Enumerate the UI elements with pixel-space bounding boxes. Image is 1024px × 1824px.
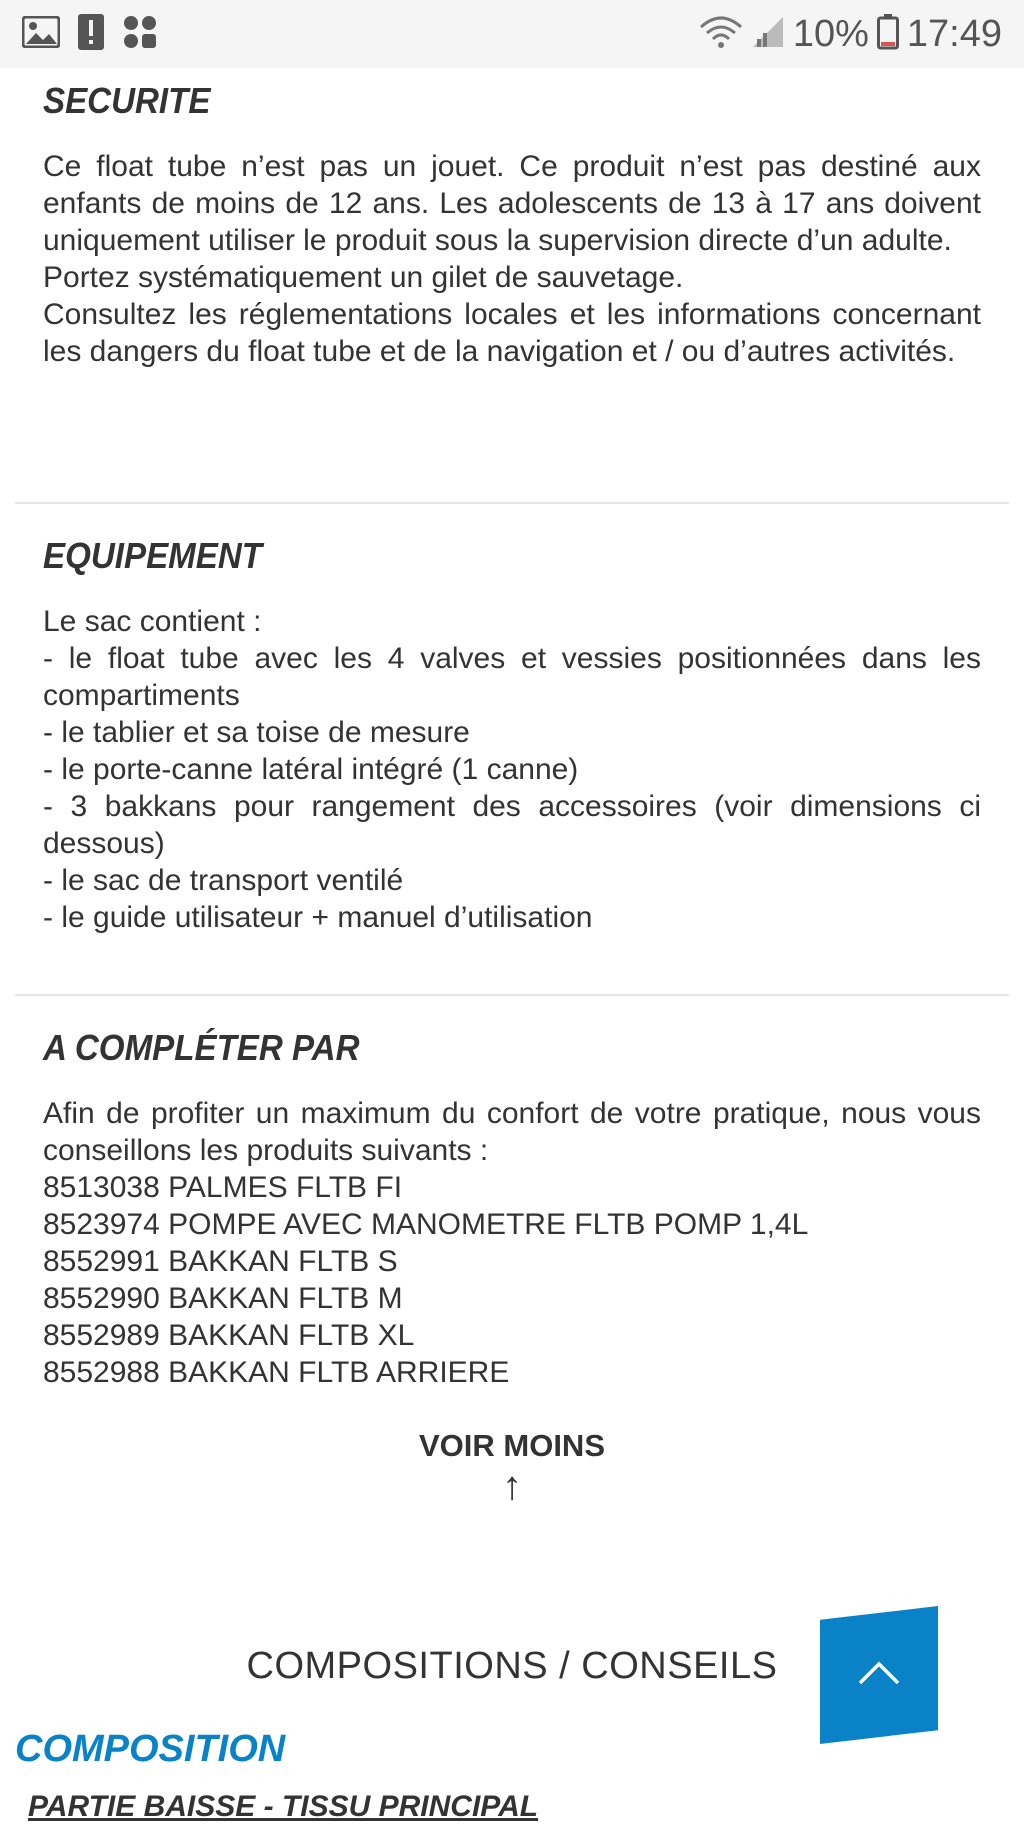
battery-icon [877, 14, 899, 55]
completer-text [43, 1095, 981, 1391]
equipement-line: - le float tube avec les 4 valves et vessies positionnées dans les compartiments [43, 642, 981, 712]
section-title-completer: A COMPLÉTER PAR [43, 1027, 360, 1068]
image-icon [22, 16, 60, 53]
equipement-line: - 3 bakkans pour rangement des accessoires (voir dimensions ci dessous) [43, 790, 981, 860]
completer-line: Afin de profiter un maximum du confort de votre pratique, nous vous conseillons les produits suivants : [43, 1097, 981, 1167]
equipement-line: - le guide utilisateur + manuel d’utilisation [43, 901, 593, 934]
product-line: 8552988 BAKKAN FLTB ARRIERE [43, 1356, 510, 1389]
securite-line: Portez systématiquement un gilet de sauvetage. [43, 261, 684, 294]
scroll-to-top-button[interactable] [820, 1606, 938, 1744]
product-line: 8552990 BAKKAN FLTB M [43, 1282, 403, 1315]
wifi-icon [699, 15, 743, 54]
section-securite [43, 80, 981, 370]
equipement-line: - le tablier et sa toise de mesure [43, 716, 470, 749]
compositions-tab-title[interactable]: COMPOSITIONS / CONSEILS [246, 1645, 778, 1687]
equipement-text [43, 603, 981, 936]
section-equipement [43, 535, 981, 936]
partie-heading: PARTIE BAISSE - TISSU PRINCIPAL [28, 1790, 539, 1823]
signal-icon [751, 15, 785, 54]
divider [15, 502, 1009, 504]
securite-text [43, 148, 981, 370]
clock: 17:49 [906, 12, 1002, 55]
product-line: 8552991 BAKKAN FLTB S [43, 1245, 398, 1278]
product-line: 8513038 PALMES FLTB FI [43, 1171, 403, 1204]
section-title-securite: SECURITE [43, 80, 211, 121]
product-line: 8552989 BAKKAN FLTB XL [43, 1319, 415, 1352]
equipement-line: - le porte-canne latéral intégré (1 canne) [43, 753, 579, 786]
alert-icon [78, 14, 104, 55]
securite-line: Ce float tube n’est pas un jouet. Ce produit n’est pas destiné aux enfants de moins de 12 ans. Les adolescents de 13 à 17 ans doivent uniquement utiliser le produit sous la supervision directe d’un adulte. [43, 150, 981, 257]
chevron-up-icon [857, 1660, 901, 1691]
equipement-line: Le sac contient : [43, 605, 262, 638]
voir-moins-label: VOIR MOINS [418, 1428, 605, 1463]
product-line: 8523974 POMPE AVEC MANOMETRE FLTB POMP 1,4L [43, 1208, 809, 1241]
section-title-equipement: EQUIPEMENT [43, 535, 262, 576]
equipement-line: - le sac de transport ventilé [43, 864, 404, 897]
securite-line: Consultez les réglementations locales et les informations concernant les dangers du float tube et de la navigation et / ou d’autres activités. [43, 298, 981, 368]
divider [15, 994, 1009, 996]
battery-percent: 10% [792, 12, 869, 55]
voir-moins-button[interactable] [0, 1428, 1024, 1506]
status-bar [0, 0, 1024, 68]
apps-icon [122, 14, 158, 55]
composition-heading: COMPOSITION [15, 1728, 286, 1770]
section-completer [43, 1027, 981, 1391]
arrow-up-icon: ↑ [502, 1464, 522, 1508]
